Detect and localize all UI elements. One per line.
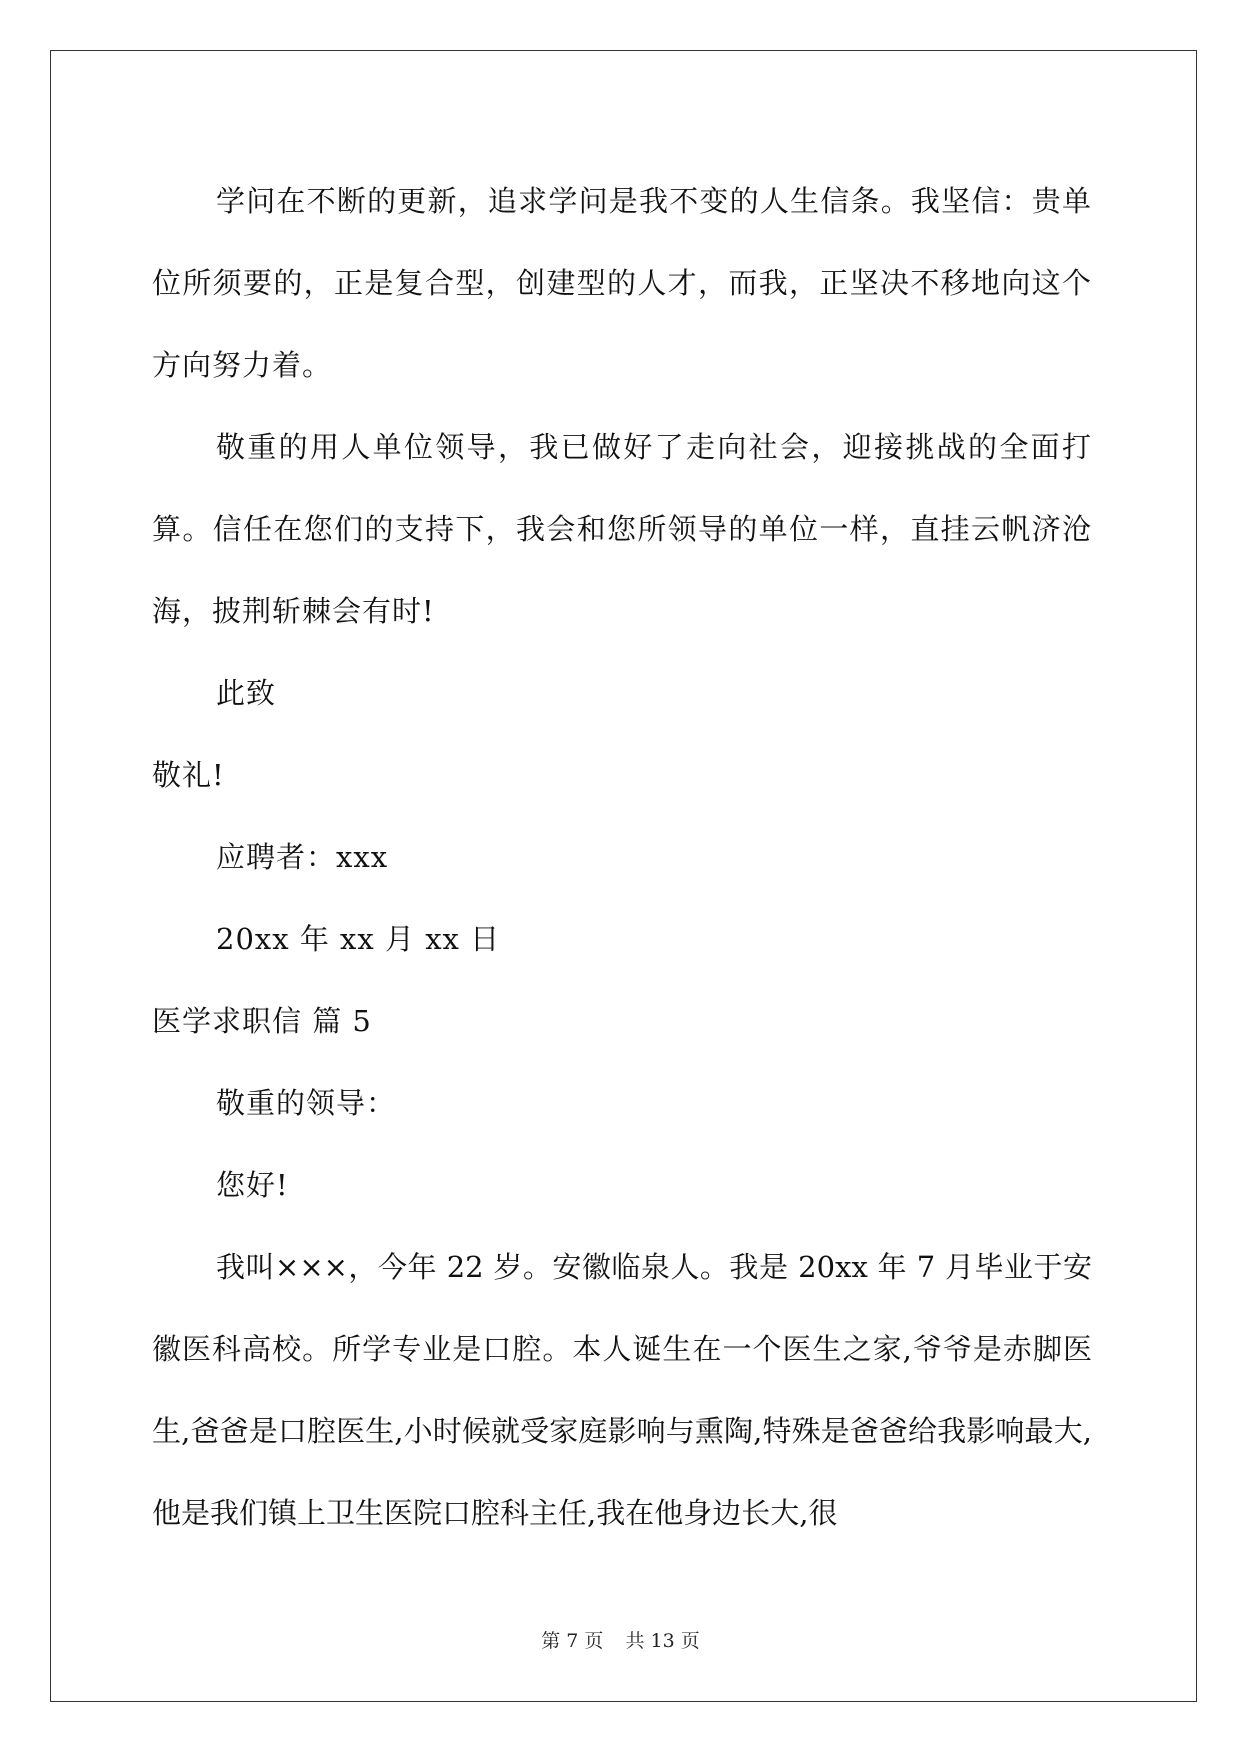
greeting: 您好! bbox=[216, 1168, 289, 1202]
greeting: 敬重的领导： bbox=[216, 1086, 397, 1120]
salutation: 敬礼! bbox=[152, 758, 225, 792]
page-number: 第 7 页 bbox=[541, 1630, 604, 1652]
paragraph: 学问在不断的更新，追求学问是我不变的人生信条。我坚信：贵单位所须要的，正是复合型，创建型的人才，而我，正坚决不移地向这个方向努力着。 bbox=[152, 184, 1092, 382]
applicant-signature: 应聘者：xxx bbox=[216, 840, 389, 874]
section-heading: 医学求职信 篇 5 bbox=[152, 1004, 372, 1038]
page-total: 共 13 页 bbox=[625, 1630, 700, 1652]
document-body bbox=[152, 160, 1092, 1554]
page-footer bbox=[0, 1626, 1241, 1653]
paragraph: 敬重的用人单位领导，我已做好了走向社会，迎接挑战的全面打算。信任在您们的支持下，我会和您所领导的单位一样，直挂云帆济沧海，披荆斩棘会有时! bbox=[152, 430, 1092, 628]
paragraph: 我叫×××，今年 22 岁。安徽临泉人。我是 20xx 年 7 月毕业于安徽医科高校。所学专业是口腔。本人诞生在一个医生之家,爷爷是赤脚医生,爸爸是口腔医生,小时候就受家庭影响与熏陶,特殊是爸爸给我影响最大,他是我们镇上卫生医院口腔科主任,我在他身边长大,很 bbox=[152, 1250, 1092, 1530]
date-line: 20xx 年 xx 月 xx 日 bbox=[216, 922, 501, 956]
closing-phrase: 此致 bbox=[216, 676, 277, 710]
